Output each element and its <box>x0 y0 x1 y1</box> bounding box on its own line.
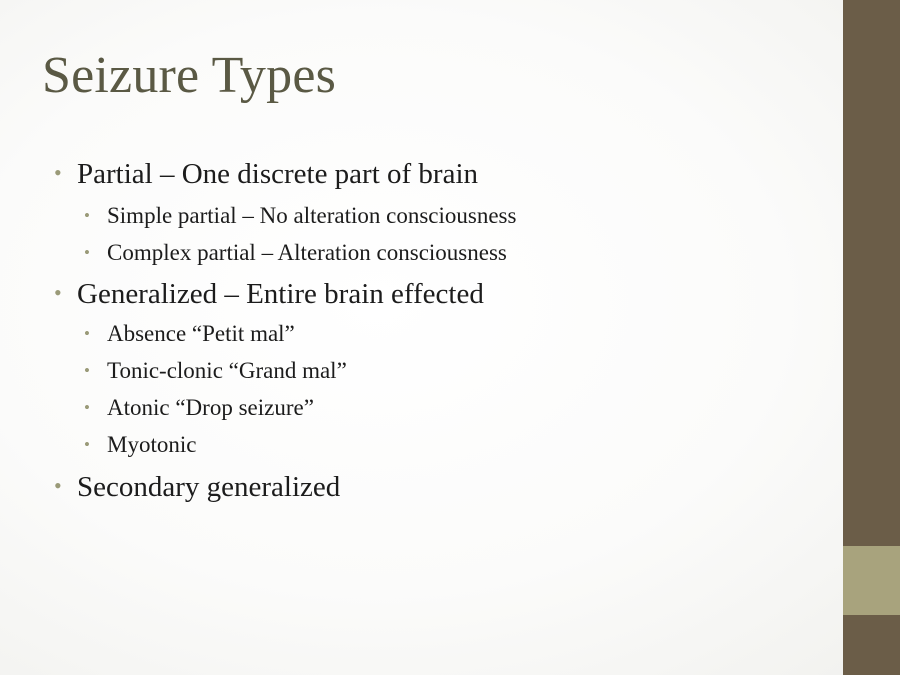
bullet-dot-icon: • <box>84 435 90 454</box>
bullet-dot-icon: • <box>84 398 90 417</box>
slide-title: Seizure Types <box>42 47 337 104</box>
sub-bullet-complex-partial <box>84 240 507 266</box>
sub-bullet-text: Complex partial – Alteration consciousness <box>107 240 507 265</box>
bullet-text: Partial – One discrete part of brain <box>77 158 479 190</box>
bullet-partial <box>54 158 478 191</box>
bullet-secondary-generalized <box>54 471 340 504</box>
sub-bullet-tonic-clonic <box>84 358 347 384</box>
sub-bullet-text: Myotonic <box>107 432 197 457</box>
sub-bullet-text: Absence “Petit mal” <box>107 321 295 346</box>
bullet-dot-icon: • <box>54 280 62 305</box>
side-bar-dark-bottom <box>843 615 900 675</box>
bullet-dot-icon: • <box>84 361 90 380</box>
bullet-text: Generalized – Entire brain effected <box>77 278 484 310</box>
sub-bullet-atonic <box>84 395 314 421</box>
sub-bullet-myotonic <box>84 432 196 458</box>
side-bar-accent-block <box>843 546 900 615</box>
bullet-dot-icon: • <box>54 160 62 185</box>
bullet-dot-icon: • <box>84 206 90 225</box>
sub-bullet-text: Atonic “Drop seizure” <box>107 395 314 420</box>
bullet-dot-icon: • <box>54 473 62 498</box>
bullet-generalized <box>54 278 484 311</box>
bullet-dot-icon: • <box>84 243 90 262</box>
sub-bullet-text: Tonic-clonic “Grand mal” <box>107 358 347 383</box>
side-bar-dark-top <box>843 0 900 546</box>
sub-bullet-simple-partial <box>84 203 516 229</box>
sub-bullet-text: Simple partial – No alteration consciousness <box>107 203 517 228</box>
sub-bullet-absence <box>84 321 295 347</box>
bullet-dot-icon: • <box>84 324 90 343</box>
bullet-text: Secondary generalized <box>77 471 341 503</box>
